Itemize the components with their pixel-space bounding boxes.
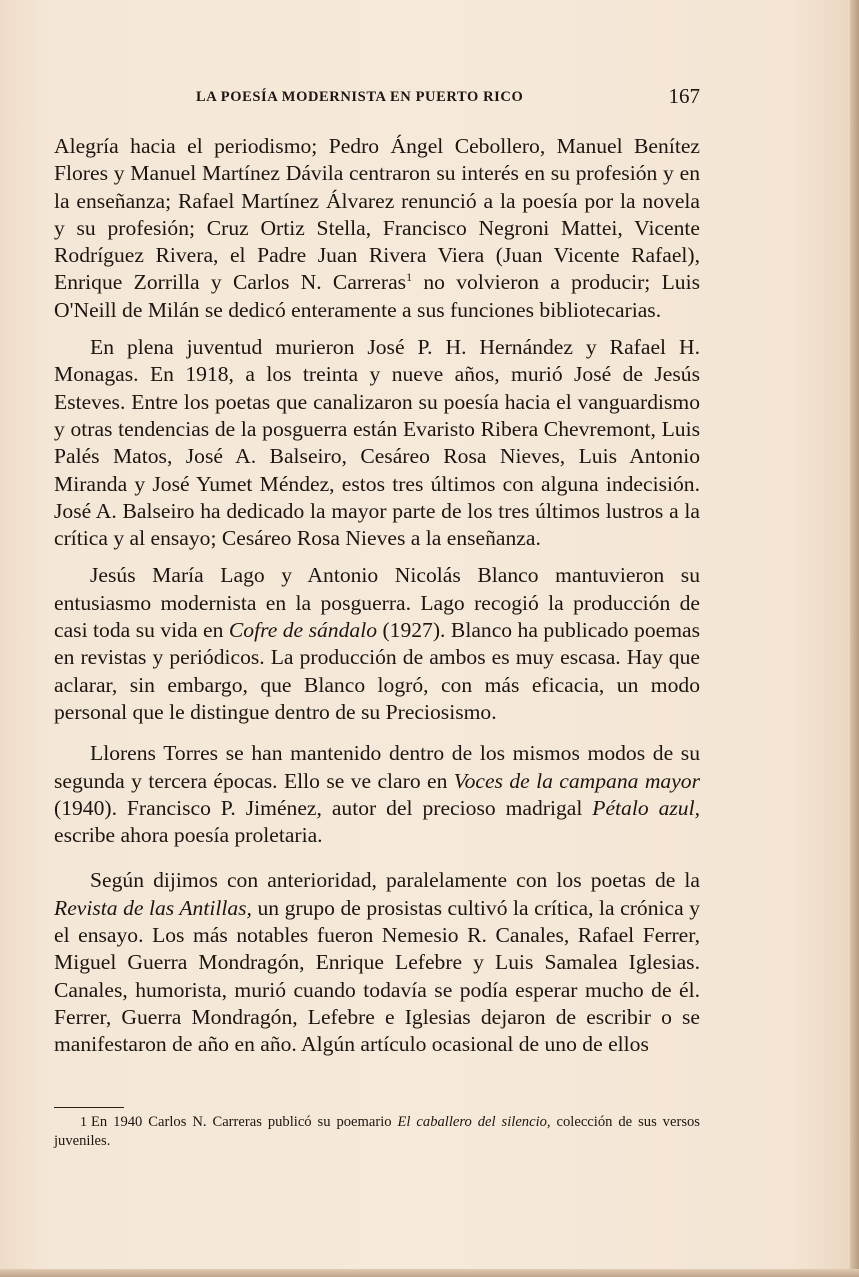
page-edge-right <box>850 0 859 1277</box>
book-title-petalo: Pétalo azul, <box>592 795 700 820</box>
book-title-cofre: Cofre de sándalo <box>228 618 377 643</box>
paragraph-4-text-c: escribe ahora poesía proletaria. <box>54 823 323 848</box>
page-number: 167 <box>668 84 700 108</box>
paragraph-5 <box>54 867 700 1058</box>
book-title-voces: Voces de la campana mayor <box>453 768 700 793</box>
page-edge-bottom <box>0 1269 859 1277</box>
footnote-rule <box>54 1107 124 1108</box>
paragraph-1-end: no volvieron a producir; Luis O'Neill de Milán se dedicó enteramente a sus funciones bibliotecarias. <box>54 270 700 322</box>
paragraph-3-text-b: (1927). Blanco ha publicado poemas en revistas y periódicos. La producción de ambos es muy escasa. Hay que aclarar, sin embargo, que Blanco logró, con más eficacia, un modo personal que le distingue dentro de su Preciosismo. <box>54 618 700 724</box>
journal-title-revista: Revista de las Antillas, <box>54 895 252 920</box>
paragraph-5-text-a: Según dijimos con anterioridad, paralelamente con los poetas de la <box>90 868 700 893</box>
footnote-ref: 1 <box>406 270 413 285</box>
page-header <box>54 84 700 114</box>
paragraph-4-text-b: (1940). Francisco P. Jiménez, autor del precioso madrigal <box>54 795 593 820</box>
paragraph-1 <box>54 133 700 324</box>
paragraph-5-text-b: un grupo de prosistas cultivó la crítica, la crónica y el ensayo. Los más notables fueron Nemesio R. Canales, Rafael Ferrer, Miguel Guerra Mondragón, Enrique Lefebre y Luis Samalea Iglesias. Canales, humorista, murió cuando todavía se podía esperar mucho de él. Ferrer, Guerra Mondragón, Lefebre e Iglesias dejaron de escribir o se manifestaron de año en año. Algún artículo ocasional de uno de ellos <box>54 895 701 1057</box>
footnote-text-b: colección de sus versos juveniles. <box>54 1114 700 1149</box>
paragraph-1-text: Alegría hacia el periodismo; Pedro Ángel Cebollero, Manuel Benítez Flores y Manuel Martínez Dávila centraron su interés en su profesión y en la enseñanza; Rafael Martínez Álvarez renunció a la poesía por la novela y su profesión; Cruz Ortiz Stella, Francisco Negroni Mattei, Vicente Rodríguez Rivera, el Padre Juan Rivera Viera (Juan Vicente Rafael), Enrique Zorrilla y Carlos N. Carreras <box>54 134 700 295</box>
paragraph-3-text-a: Jesús María Lago y Antonio Nicolás Blanco mantuvieron su entusiasmo modernista en la posguerra. Lago recogió la producción de casi toda su vida en <box>54 563 700 643</box>
footnote-number: 1 <box>80 1115 87 1130</box>
paragraph-4 <box>54 740 700 849</box>
paragraph-4-text-a: Llorens Torres se han mantenido dentro de los mismos modos de su segunda y tercera épocas. Ello se ve claro en <box>54 741 700 793</box>
paragraph-2: En plena juventud murieron José P. H. Hernández y Rafael H. Monagas. En 1918, a los treinta y nueve años, murió José de Jesús Esteves. Entre los poetas que canalizaron su poesía hacia el vanguardismo y otras tendencias de la posguerra están Evaristo Ribera Chevremont, Luis Palés Matos, José A. Balseiro, Cesáreo Rosa Nieves, Luis Antonio Miranda y José Yumet Méndez, estos tres últimos con alguna indecisión. José A. Balseiro ha dedicado la mayor parte de los tres últimos lustros a la crítica y al ensayo; Cesáreo Rosa Nieves a la enseñanza. <box>54 335 700 551</box>
paragraph-3 <box>54 562 700 726</box>
footnote <box>54 1113 700 1150</box>
body-text <box>54 133 700 1059</box>
footnote-text-a: En 1940 Carlos N. Carreras publicó su poemario <box>91 1114 398 1130</box>
footnote-book-title: El caballero del silencio, <box>397 1114 551 1130</box>
running-head: LA POESÍA MODERNISTA EN PUERTO RICO <box>196 89 524 105</box>
